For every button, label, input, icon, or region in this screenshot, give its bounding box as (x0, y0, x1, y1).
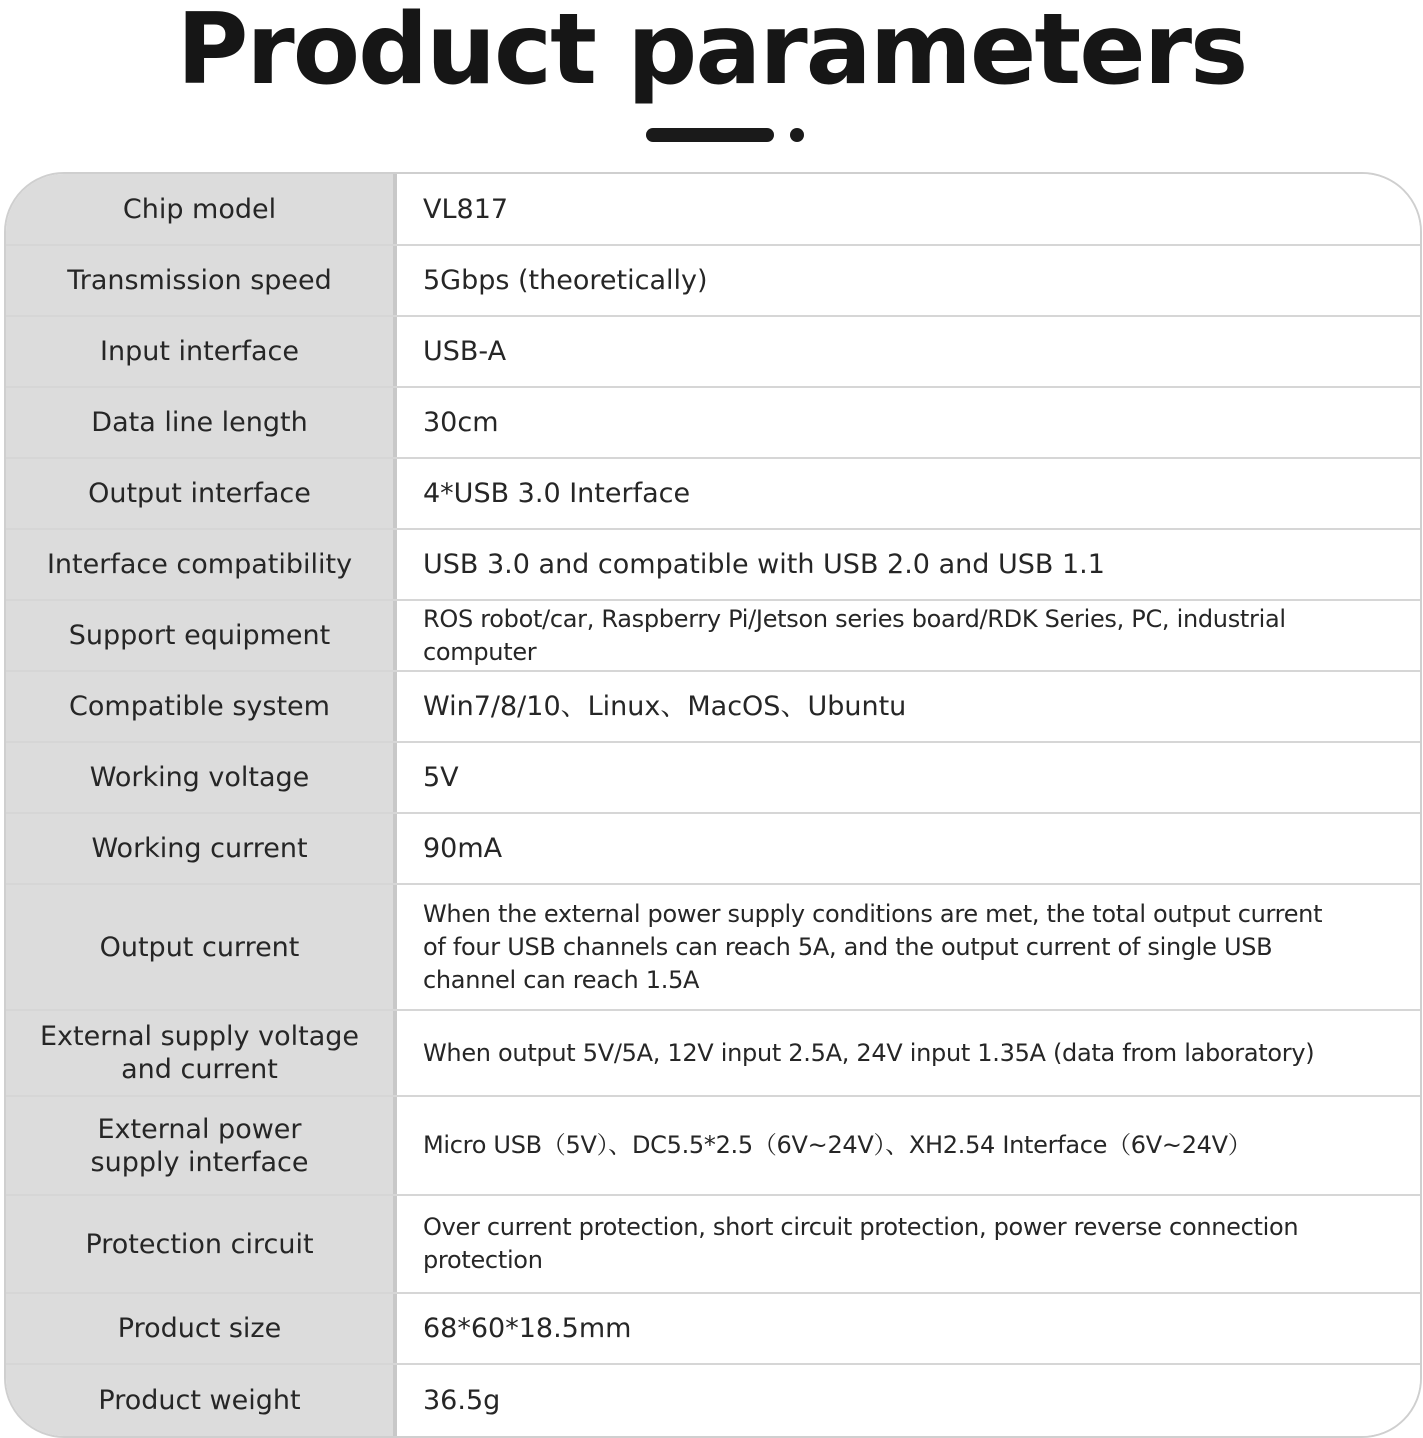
table-row (6, 883, 1420, 1009)
param-value: 4*USB 3.0 Interface (397, 459, 1420, 528)
param-label: Working voltage (6, 743, 393, 812)
param-label: Output current (6, 885, 393, 1009)
title-underline-bar (646, 128, 774, 142)
param-value: When output 5V/5A, 12V input 2.5A, 24V input 1.35A (data from laboratory) (397, 1011, 1420, 1095)
param-label: Transmission speed (6, 246, 393, 315)
table-row (6, 174, 1420, 244)
table-row (6, 1009, 1420, 1095)
param-value: Micro USB（5V）、DC5.5*2.5（6V~24V）、XH2.54 Interface（6V~24V） (397, 1097, 1420, 1194)
param-value: ROS robot/car, Raspberry Pi/Jetson series board/RDK Series, PC, industrial computer (397, 601, 1420, 670)
table-row (6, 1292, 1420, 1363)
table-row (6, 457, 1420, 528)
table-row (6, 1363, 1420, 1436)
table-row (6, 315, 1420, 386)
param-label: Support equipment (6, 601, 393, 670)
title-underline-dot (790, 128, 804, 142)
param-value: 5V (397, 743, 1420, 812)
page-title: Product parameters (176, 0, 1247, 107)
table-row (6, 1095, 1420, 1194)
param-label: Product weight (6, 1365, 393, 1436)
param-label: Working current (6, 814, 393, 883)
param-label: Interface compatibility (6, 530, 393, 599)
param-value: USB 3.0 and compatible with USB 2.0 and USB 1.1 (397, 530, 1420, 599)
param-value: 90mA (397, 814, 1420, 883)
param-value: VL817 (397, 174, 1420, 244)
table-row (6, 1194, 1420, 1292)
param-label: External supply voltage and current (6, 1011, 393, 1095)
param-label: Input interface (6, 317, 393, 386)
param-label: Product size (6, 1294, 393, 1363)
param-label: Output interface (6, 459, 393, 528)
table-row (6, 670, 1420, 741)
param-label: Compatible system (6, 672, 393, 741)
table-row (6, 812, 1420, 883)
param-value: 68*60*18.5mm (397, 1294, 1420, 1363)
param-value: Over current protection, short circuit protection, power reverse connection protection (397, 1196, 1420, 1292)
table-row (6, 599, 1420, 670)
parameters-table (4, 172, 1422, 1438)
param-label: External power supply interface (6, 1097, 393, 1194)
param-value: 36.5g (397, 1365, 1420, 1436)
table-row (6, 528, 1420, 599)
param-label: Protection circuit (6, 1196, 393, 1292)
table-row (6, 244, 1420, 315)
param-value: 5Gbps (theoretically) (397, 246, 1420, 315)
param-label: Chip model (6, 174, 393, 244)
param-value: Win7/8/10、Linux、MacOS、Ubuntu (397, 672, 1420, 741)
param-value: USB-A (397, 317, 1420, 386)
param-value: 30cm (397, 388, 1420, 457)
param-label: Data line length (6, 388, 393, 457)
param-value: When the external power supply conditions are met, the total output current of four USB channels can reach 5A, and the output current of single USB channel can reach 1.5A (397, 885, 1420, 1009)
table-row (6, 741, 1420, 812)
table-row (6, 386, 1420, 457)
